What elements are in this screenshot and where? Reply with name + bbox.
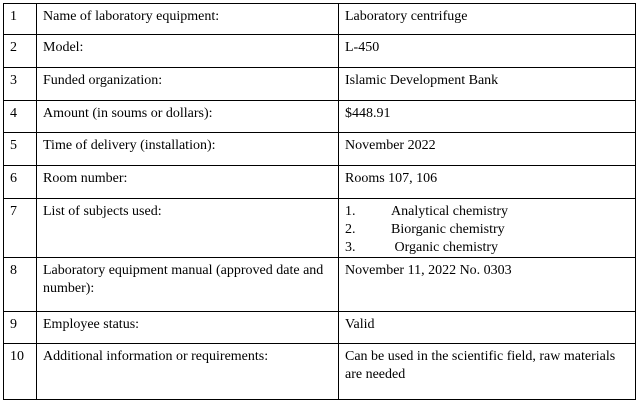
list-item	[345, 239, 629, 257]
table-row	[4, 68, 636, 101]
row-number: 3	[4, 68, 37, 101]
list-item-text: Analytical chemistry	[391, 204, 509, 219]
row-number: 10	[4, 344, 37, 400]
row-label: Additional information or requirements:	[37, 344, 339, 400]
table-row	[4, 101, 636, 133]
table-row	[4, 4, 636, 35]
list-item-number: 2.	[345, 222, 356, 237]
row-label: Model:	[37, 35, 339, 68]
row-label: Time of delivery (installation):	[37, 133, 339, 166]
row-number: 1	[4, 4, 37, 35]
list-item-text: Biorganic chemistry	[391, 222, 505, 237]
row-value: Valid	[339, 312, 636, 344]
list-item	[345, 221, 629, 239]
row-number: 5	[4, 133, 37, 166]
row-value: Can be used in the scientific field, raw materials are needed	[339, 344, 636, 400]
row-label: Amount (in soums or dollars):	[37, 101, 339, 133]
subjects-list	[345, 203, 629, 257]
equipment-info-table	[3, 3, 636, 400]
row-value: Islamic Development Bank	[339, 68, 636, 101]
table-row	[4, 133, 636, 166]
list-item-text: Organic chemistry	[391, 240, 499, 255]
table-row	[4, 35, 636, 68]
row-number: 2	[4, 35, 37, 68]
list-item-number: 1.	[345, 204, 356, 219]
row-label: List of subjects used:	[37, 199, 339, 258]
row-value: November 2022	[339, 133, 636, 166]
row-number: 8	[4, 258, 37, 312]
row-value: L-450	[339, 35, 636, 68]
list-item	[345, 203, 629, 221]
row-label: Room number:	[37, 166, 339, 199]
row-number: 7	[4, 199, 37, 258]
row-label: Laboratory equipment manual (approved date and number):	[37, 258, 339, 312]
row-number: 4	[4, 101, 37, 133]
row-value: $448.91	[339, 101, 636, 133]
list-item-number: 3.	[345, 240, 356, 255]
row-value: Laboratory centrifuge	[339, 4, 636, 35]
table-row	[4, 344, 636, 400]
table-row	[4, 199, 636, 258]
table-row	[4, 166, 636, 199]
table-row	[4, 312, 636, 344]
row-number: 9	[4, 312, 37, 344]
subjects-cell	[339, 199, 636, 258]
row-label: Employee status:	[37, 312, 339, 344]
row-label: Funded organization:	[37, 68, 339, 101]
table-row	[4, 258, 636, 312]
row-label: Name of laboratory equipment:	[37, 4, 339, 35]
row-value: November 11, 2022 No. 0303	[339, 258, 636, 312]
row-value: Rooms 107, 106	[339, 166, 636, 199]
row-number: 6	[4, 166, 37, 199]
